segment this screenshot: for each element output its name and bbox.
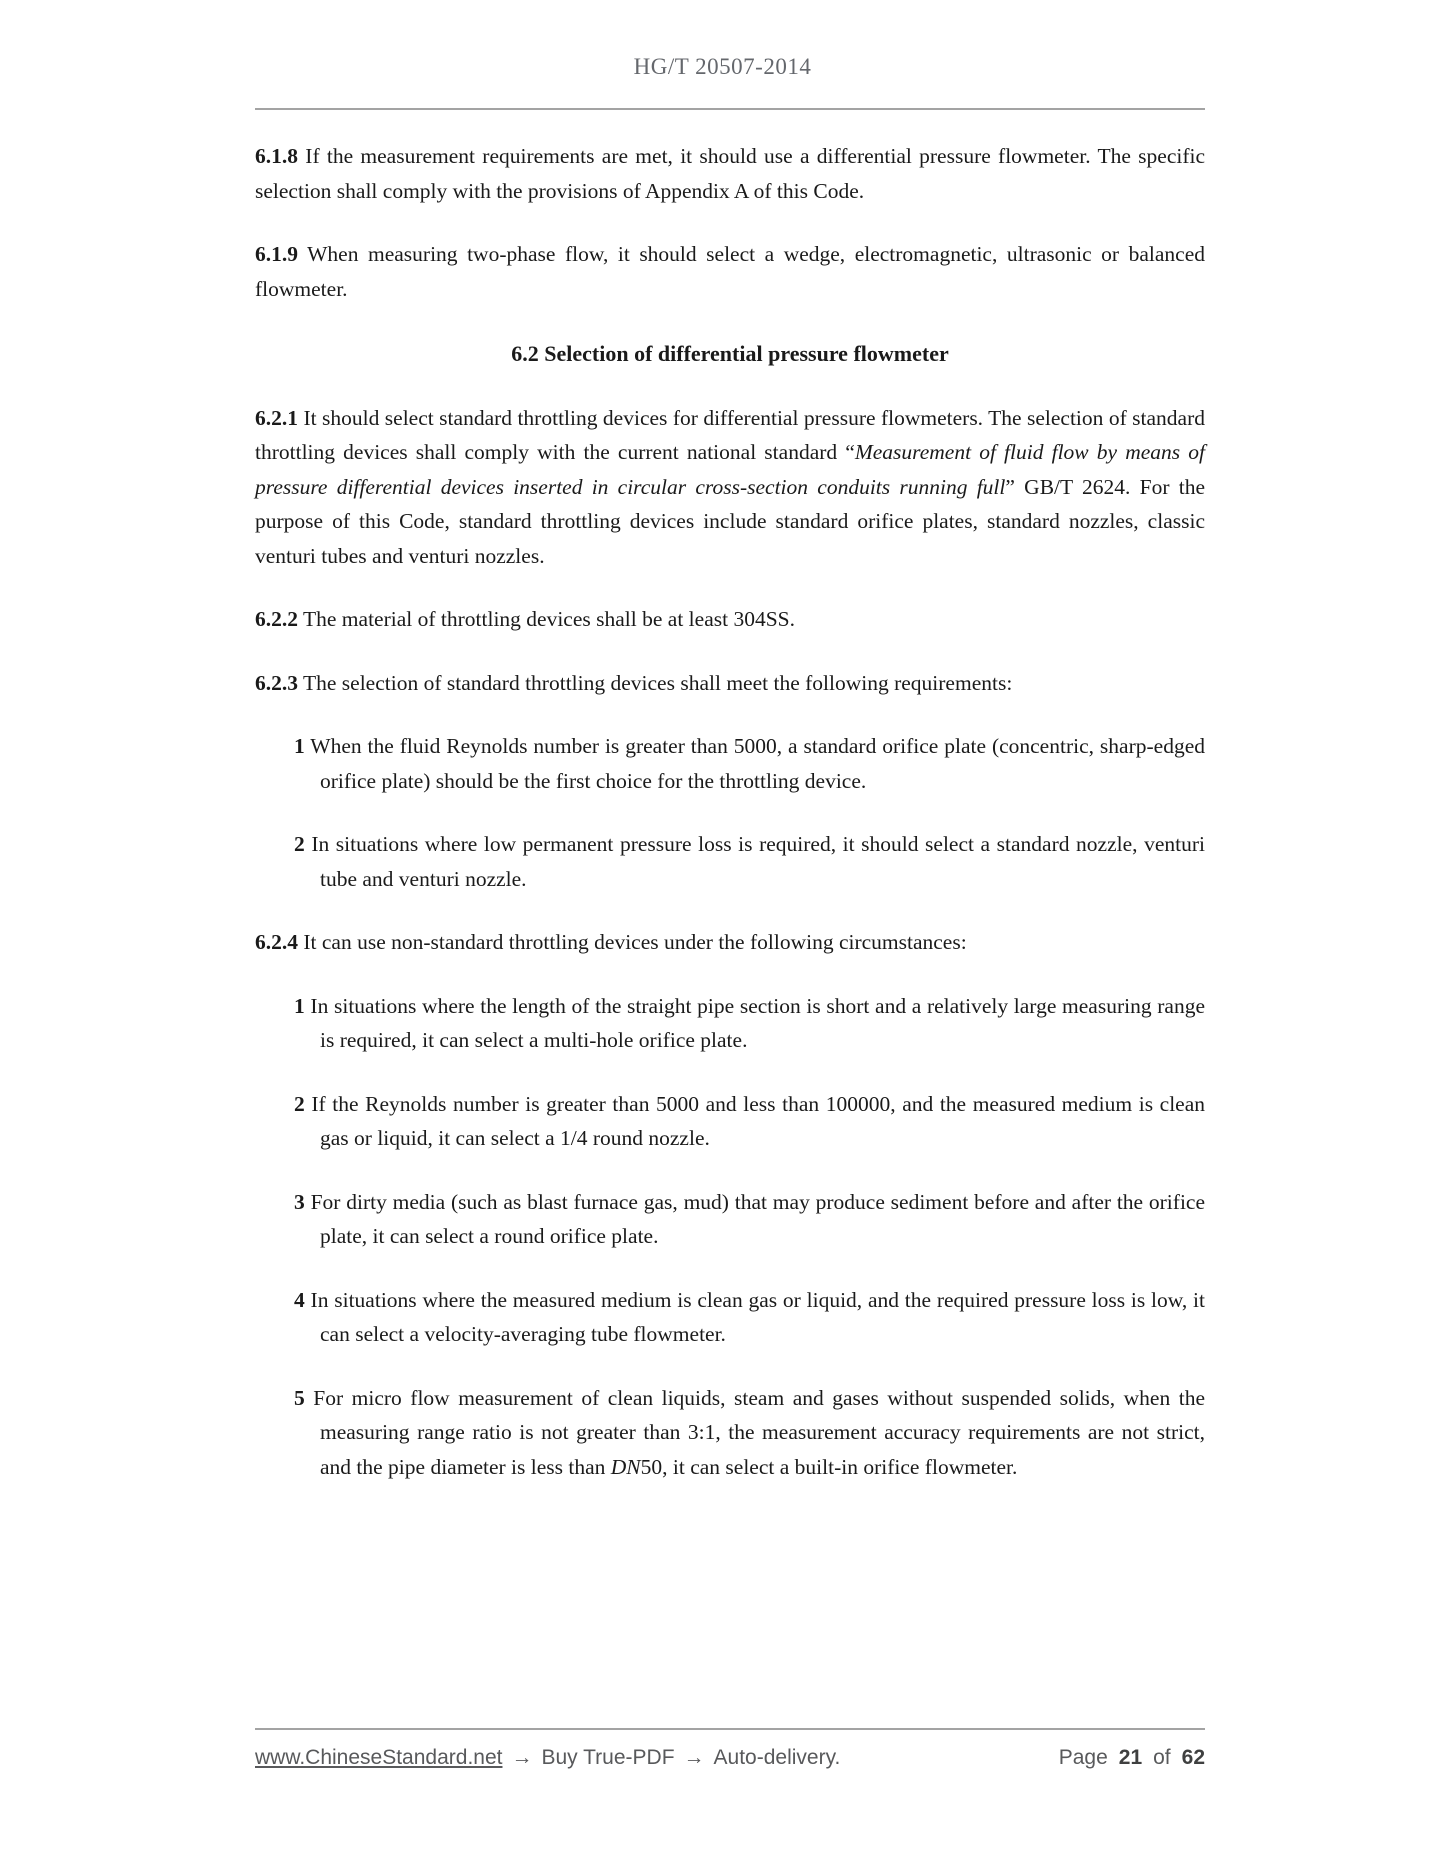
list-item-text: In situations where the measured medium is clean gas or liquid, and the required pressure loss is low, it can select a velocity-averaging tube flowmeter. [310,1287,1205,1346]
list-item-6-2-4-3 [255,1185,1205,1254]
clause-text: If the measurement requirements are met, it should use a differential pressure flowmeter. The specific selection shall comply with the provisions of Appendix A of this Code. [255,144,1206,203]
clause-number: 6.2.1 [255,405,298,430]
clause-6-2-4 [255,925,1205,960]
page-current: 21 [1118,1746,1143,1769]
page-header-standard-code: HG/T 20507-2014 [633,54,812,79]
clause-number: 6.1.9 [255,242,298,266]
list-item-number: 4 [294,1287,305,1312]
list-item-text: When the fluid Reynolds number is greater than 5000, a standard orifice plate (concentric, sharp-edged orifice plate) should be the first choice for the throttling device. [310,734,1205,793]
page-footer [255,1728,1205,1770]
footer-rule [255,1728,1205,1730]
header-rule [255,108,1205,110]
list-item-number: 5 [294,1385,305,1410]
clause-number: 6.2.2 [255,607,298,631]
clause-number: 6.2.3 [255,670,298,695]
clause-6-2-1 [255,401,1205,574]
list-item-number: 1 [294,993,305,1018]
footer-url-link[interactable]: www.ChineseStandard.net [255,1746,503,1769]
arrow-right-icon: → [511,1746,533,1769]
footer-row [255,1746,1205,1770]
document-body [255,139,1205,1484]
list-item-number: 3 [294,1189,305,1214]
list-item-number: 2 [294,832,305,856]
footer-delivery-label: Auto-delivery. [713,1746,841,1769]
clause-text: When measuring two-phase flow, it should select a wedge, electromagnetic, ultrasonic or balanced flowmeter. [255,242,1205,301]
list-item-text: For dirty media (such as blast furnace gas, mud) that may produce sediment before and after the orifice plate, it can select a round orifice plate. [310,1189,1206,1248]
clause-6-2-3 [255,666,1205,701]
footer-source-line [255,1746,840,1770]
list-item-text: For micro flow measurement of clean liquids, steam and gases without suspended solids, when the measuring range ratio is not greater than 3:1, the measurement accuracy requirements are not strict, and the pipe diameter is less than [313,1385,1206,1479]
clause-6-1-8 [255,139,1205,208]
list-item-6-2-4-1 [255,989,1205,1058]
clause-6-1-9 [255,237,1205,306]
list-item-number: 2 [294,1091,305,1116]
list-item-text: 50, it can select a built-in orifice flowmeter. [640,1454,1018,1479]
list-item-6-2-4-2 [255,1087,1205,1156]
clause-text: ” GB/T 2624. For the purpose of this Code, standard throttling devices include standard orifice plates, standard nozzles, classic venturi tubes and venturi nozzles. [255,474,1205,568]
list-item-6-2-4-5 [255,1381,1205,1485]
cited-standard-title: Measurement of fluid flow by means of pressure differential devices inserted in circular cross-section conduits running full [255,440,1206,499]
list-item-text: In situations where low permanent pressure loss is required, it should select a standard nozzle, venturi tube and venturi nozzle. [311,832,1205,891]
page-total: 62 [1181,1746,1205,1769]
arrow-right-icon: → [683,1746,705,1769]
list-item-number: 1 [294,734,305,758]
page-label: Page [1058,1746,1108,1769]
clause-number: 6.1.8 [255,144,298,168]
list-item-6-2-4-4 [255,1283,1205,1352]
dn-designation: DN [610,1454,641,1479]
list-item-6-2-3-1 [255,729,1205,798]
list-item-6-2-3-2 [255,827,1205,896]
section-heading-6-2: 6.2 Selection of differential pressure flowmeter [511,341,949,366]
clause-number: 6.2.4 [255,930,298,954]
page-indicator [1059,1746,1205,1770]
list-item-text: In situations where the length of the straight pipe section is short and a relatively large measuring range is required, it can select a multi-hole orifice plate. [310,993,1205,1052]
clause-text: It should select standard throttling devices for differential pressure flowmeters. The selection of standard throttling devices shall comply with the current national standard “ [255,405,1206,464]
list-item-text: If the Reynolds number is greater than 5000 and less than 100000, and the measured medium is clean gas or liquid, it can select a 1/4 round nozzle. [311,1091,1206,1150]
footer-buy-label: Buy True-PDF [541,1746,675,1769]
clause-text: The selection of standard throttling devices shall meet the following requirements: [303,670,1013,695]
clause-text: The material of throttling devices shall be at least 304SS. [303,607,795,631]
clause-text: It can use non-standard throttling devices under the following circumstances: [303,930,967,954]
page-of-label: of [1153,1746,1171,1769]
clause-6-2-2 [255,602,1205,637]
